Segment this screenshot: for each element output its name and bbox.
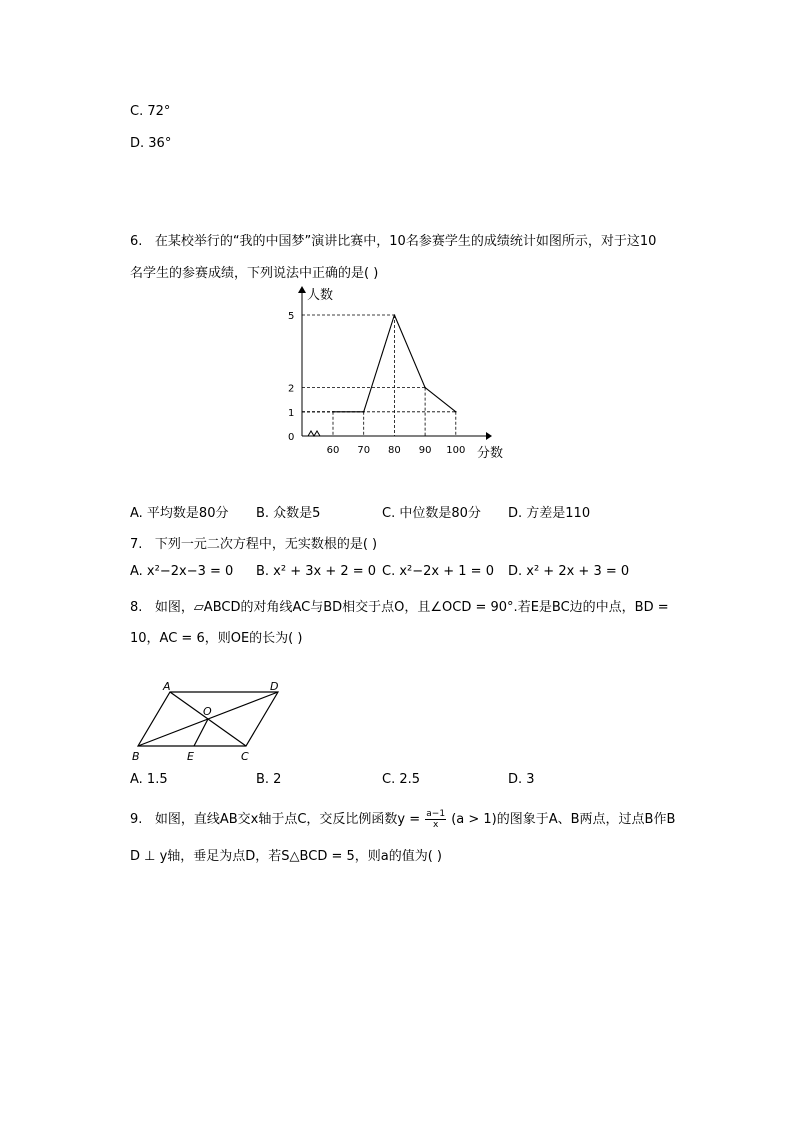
data-point-3	[424, 387, 426, 389]
label-c: C	[241, 750, 249, 763]
axis-break	[308, 431, 320, 436]
q8-number: 8.	[130, 600, 143, 615]
q6-line1	[130, 230, 656, 249]
label-a: A	[163, 680, 171, 693]
label-d: D	[270, 680, 279, 693]
q8-option-a: A. 1.5	[130, 772, 168, 787]
q8-parallelogram-figure	[128, 680, 288, 768]
q6-text-1: 在某校举行的“我的中国梦”演讲比赛中，10名参赛学生的成绩统计如图所示，对于这10	[154, 234, 657, 249]
option-d-prev: D. 36°	[130, 136, 172, 151]
y-axis-label: 人数	[307, 288, 334, 303]
q9-frac-den: x	[433, 820, 439, 830]
q7-option-a: A. x²−2x−3 = 0	[130, 564, 234, 579]
x-tick-label-0: 60	[326, 445, 340, 456]
q8-option-d: D. 3	[508, 772, 535, 787]
q9-text-1b: (a > 1)的图象于A、B两点，过点B作B	[451, 812, 676, 827]
data-point-4	[455, 411, 457, 413]
x-tick-label-4: 100	[446, 445, 466, 456]
q7-line	[130, 533, 377, 552]
q6-text-2: 名学生的参赛成绩，下列说法中正确的是( )	[130, 266, 379, 281]
y-tick-label-1: 1	[288, 407, 295, 419]
q8-text-2: 10，AC = 6，则OE的长为( )	[130, 631, 303, 646]
q7-option-c: C. x²−2x + 1 = 0	[382, 564, 494, 579]
y-tick-label-0: 0	[288, 432, 295, 443]
q7-option-d: D. x² + 2x + 3 = 0	[508, 564, 630, 579]
q9-fraction	[425, 809, 446, 830]
series-segment-3	[425, 388, 456, 412]
x-tick-label-2: 80	[388, 445, 401, 456]
y-tick-label-2: 2	[288, 383, 295, 395]
series-segment-2	[394, 315, 425, 388]
q6-option-c: C. 中位数是80分	[382, 506, 481, 521]
q9-text-1a: 如图，直线AB交x轴于点C，交反比例函数y =	[154, 812, 421, 827]
y-axis-arrow	[298, 286, 306, 293]
q6-option-b: B. 众数是5	[256, 506, 321, 521]
y-tick-label-3: 5	[288, 311, 295, 322]
x-tick-label-3: 90	[418, 445, 432, 456]
q8-option-c: C. 2.5	[382, 772, 421, 787]
q6-option-d: D. 方差是110	[508, 506, 591, 521]
option-c-prev: C. 72°	[130, 104, 171, 119]
data-point-0	[332, 411, 334, 413]
label-e: E	[187, 750, 194, 763]
q6-option-a: A. 平均数是80分	[130, 506, 229, 521]
q6-chart	[280, 282, 520, 472]
x-tick-label-1: 70	[357, 445, 371, 456]
q6-number: 6.	[130, 234, 143, 249]
q9-line1	[130, 808, 675, 830]
label-b: B	[132, 750, 140, 763]
q7-number: 7.	[130, 537, 143, 552]
q7-text: 下列一元二次方程中，无实数根的是( )	[154, 537, 378, 552]
data-point-1	[363, 411, 365, 413]
q9-frac-num: a−1	[426, 809, 446, 819]
q9-text-2: D ⊥ y轴，垂足为点D，若S△BCD = 5，则a的值为( )	[130, 849, 443, 864]
q7-option-b: B. x² + 3x + 2 = 0	[256, 564, 377, 579]
series-segment-1	[364, 315, 395, 412]
q9-number: 9.	[130, 812, 143, 827]
x-axis-arrow	[486, 432, 492, 440]
q8-line1	[130, 596, 669, 615]
x-axis-label: 分数	[477, 446, 504, 461]
data-point-2	[394, 314, 396, 316]
q8-option-b: B. 2	[256, 772, 282, 787]
q8-text-1: 如图，▱ABCD的对角线AC与BD相交于点O，且∠OCD = 90°.若E是BC边的中点，BD =	[154, 600, 669, 615]
label-o: O	[203, 705, 212, 718]
